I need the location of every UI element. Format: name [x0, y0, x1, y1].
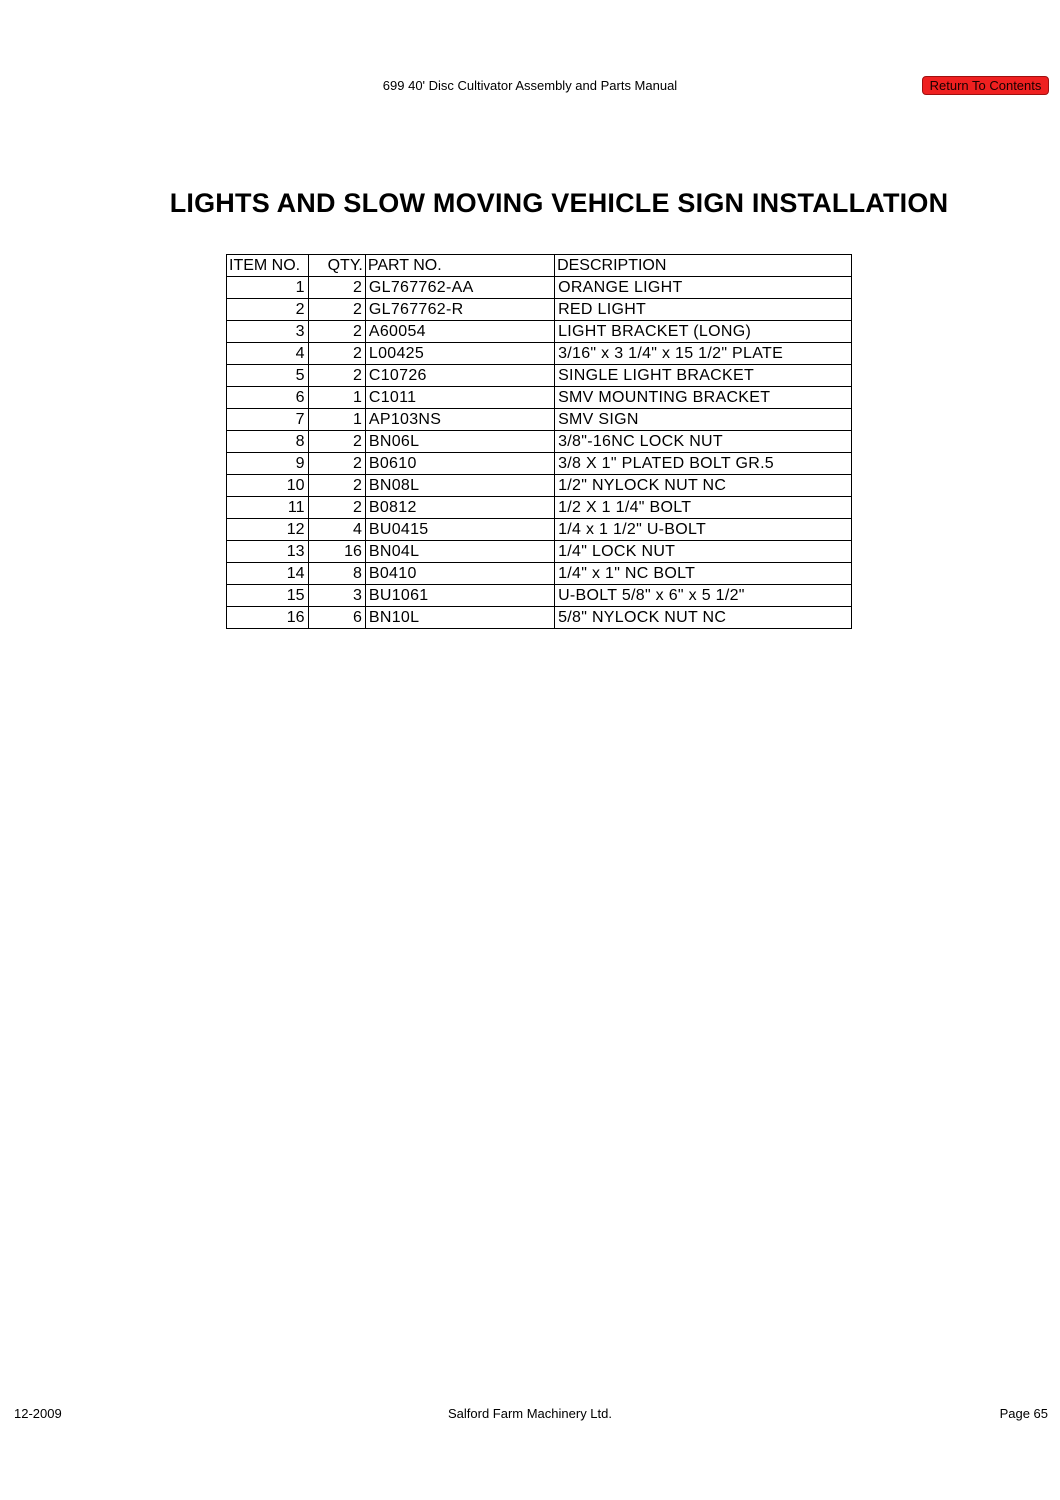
qty-cell: 2 [308, 299, 365, 321]
table-row [227, 343, 852, 365]
qty-cell: 1 [308, 409, 365, 431]
table-row [227, 321, 852, 343]
item-no-cell: 12 [227, 519, 309, 541]
table-row [227, 541, 852, 563]
item-no-cell: 10 [227, 475, 309, 497]
description-cell: RED LIGHT [555, 299, 852, 321]
part-no-cell: B0410 [365, 563, 554, 585]
footer-date: 12-2009 [14, 1406, 62, 1421]
qty-cell: 16 [308, 541, 365, 563]
item-no-cell: 9 [227, 453, 309, 475]
parts-table-body [227, 277, 852, 629]
qty-cell: 2 [308, 431, 365, 453]
part-no-cell: A60054 [365, 321, 554, 343]
table-row [227, 519, 852, 541]
table-row [227, 299, 852, 321]
return-to-contents-button[interactable]: Return To Contents [922, 76, 1049, 95]
item-no-cell: 2 [227, 299, 309, 321]
table-row [227, 607, 852, 629]
item-no-cell: 1 [227, 277, 309, 299]
description-cell: 1/4" LOCK NUT [555, 541, 852, 563]
qty-cell: 4 [308, 519, 365, 541]
item-no-cell: 14 [227, 563, 309, 585]
table-row [227, 497, 852, 519]
item-no-cell: 16 [227, 607, 309, 629]
description-cell: LIGHT BRACKET (LONG) [555, 321, 852, 343]
part-no-cell: C1011 [365, 387, 554, 409]
description-cell: 5/8" NYLOCK NUT NC [555, 607, 852, 629]
description-cell: U-BOLT 5/8" x 6" x 5 1/2" [555, 585, 852, 607]
description-cell: SMV SIGN [555, 409, 852, 431]
part-no-cell: C10726 [365, 365, 554, 387]
item-no-cell: 13 [227, 541, 309, 563]
table-header-row [227, 255, 852, 277]
part-no-cell: BN04L [365, 541, 554, 563]
part-no-cell: BN08L [365, 475, 554, 497]
item-no-cell: 15 [227, 585, 309, 607]
table-row [227, 387, 852, 409]
part-no-cell: BN06L [365, 431, 554, 453]
qty-cell: 2 [308, 497, 365, 519]
description-cell: 3/8"-16NC LOCK NUT [555, 431, 852, 453]
description-cell: SINGLE LIGHT BRACKET [555, 365, 852, 387]
page-title: LIGHTS AND SLOW MOVING VEHICLE SIGN INSTALLATION [169, 188, 949, 218]
description-cell: 1/4" x 1" NC BOLT [555, 563, 852, 585]
qty-cell: 6 [308, 607, 365, 629]
qty-cell: 3 [308, 585, 365, 607]
qty-cell: 2 [308, 343, 365, 365]
part-no-cell: B0610 [365, 453, 554, 475]
manual-title: 699 40' Disc Cultivator Assembly and Parts Manual [382, 78, 678, 93]
table-row [227, 475, 852, 497]
description-cell: 3/8 X 1" PLATED BOLT GR.5 [555, 453, 852, 475]
table-row [227, 585, 852, 607]
part-no-cell: B0812 [365, 497, 554, 519]
description-cell: 1/2 X 1 1/4" BOLT [555, 497, 852, 519]
column-header-item-no: ITEM NO. [227, 255, 309, 277]
table-row [227, 409, 852, 431]
part-no-cell: GL767762-AA [365, 277, 554, 299]
table-row [227, 453, 852, 475]
part-no-cell: GL767762-R [365, 299, 554, 321]
table-row [227, 277, 852, 299]
qty-cell: 2 [308, 365, 365, 387]
parts-table [226, 254, 852, 629]
item-no-cell: 3 [227, 321, 309, 343]
column-header-qty: QTY. [308, 255, 365, 277]
qty-cell: 1 [308, 387, 365, 409]
table-row [227, 431, 852, 453]
item-no-cell: 4 [227, 343, 309, 365]
qty-cell: 2 [308, 453, 365, 475]
qty-cell: 2 [308, 321, 365, 343]
qty-cell: 8 [308, 563, 365, 585]
part-no-cell: BU0415 [365, 519, 554, 541]
qty-cell: 2 [308, 475, 365, 497]
part-no-cell: AP103NS [365, 409, 554, 431]
item-no-cell: 6 [227, 387, 309, 409]
table-row [227, 563, 852, 585]
description-cell: 1/2" NYLOCK NUT NC [555, 475, 852, 497]
qty-cell: 2 [308, 277, 365, 299]
item-no-cell: 8 [227, 431, 309, 453]
column-header-part-no: PART NO. [365, 255, 554, 277]
footer-page-number: Page 65 [999, 1406, 1048, 1421]
column-header-description: DESCRIPTION [555, 255, 852, 277]
description-cell: ORANGE LIGHT [555, 277, 852, 299]
item-no-cell: 5 [227, 365, 309, 387]
item-no-cell: 11 [227, 497, 309, 519]
part-no-cell: L00425 [365, 343, 554, 365]
part-no-cell: BU1061 [365, 585, 554, 607]
footer-company: Salford Farm Machinery Ltd. [447, 1406, 612, 1421]
description-cell: 1/4 x 1 1/2" U-BOLT [555, 519, 852, 541]
description-cell: 3/16" x 3 1/4" x 15 1/2" PLATE [555, 343, 852, 365]
part-no-cell: BN10L [365, 607, 554, 629]
item-no-cell: 7 [227, 409, 309, 431]
table-row [227, 365, 852, 387]
description-cell: SMV MOUNTING BRACKET [555, 387, 852, 409]
